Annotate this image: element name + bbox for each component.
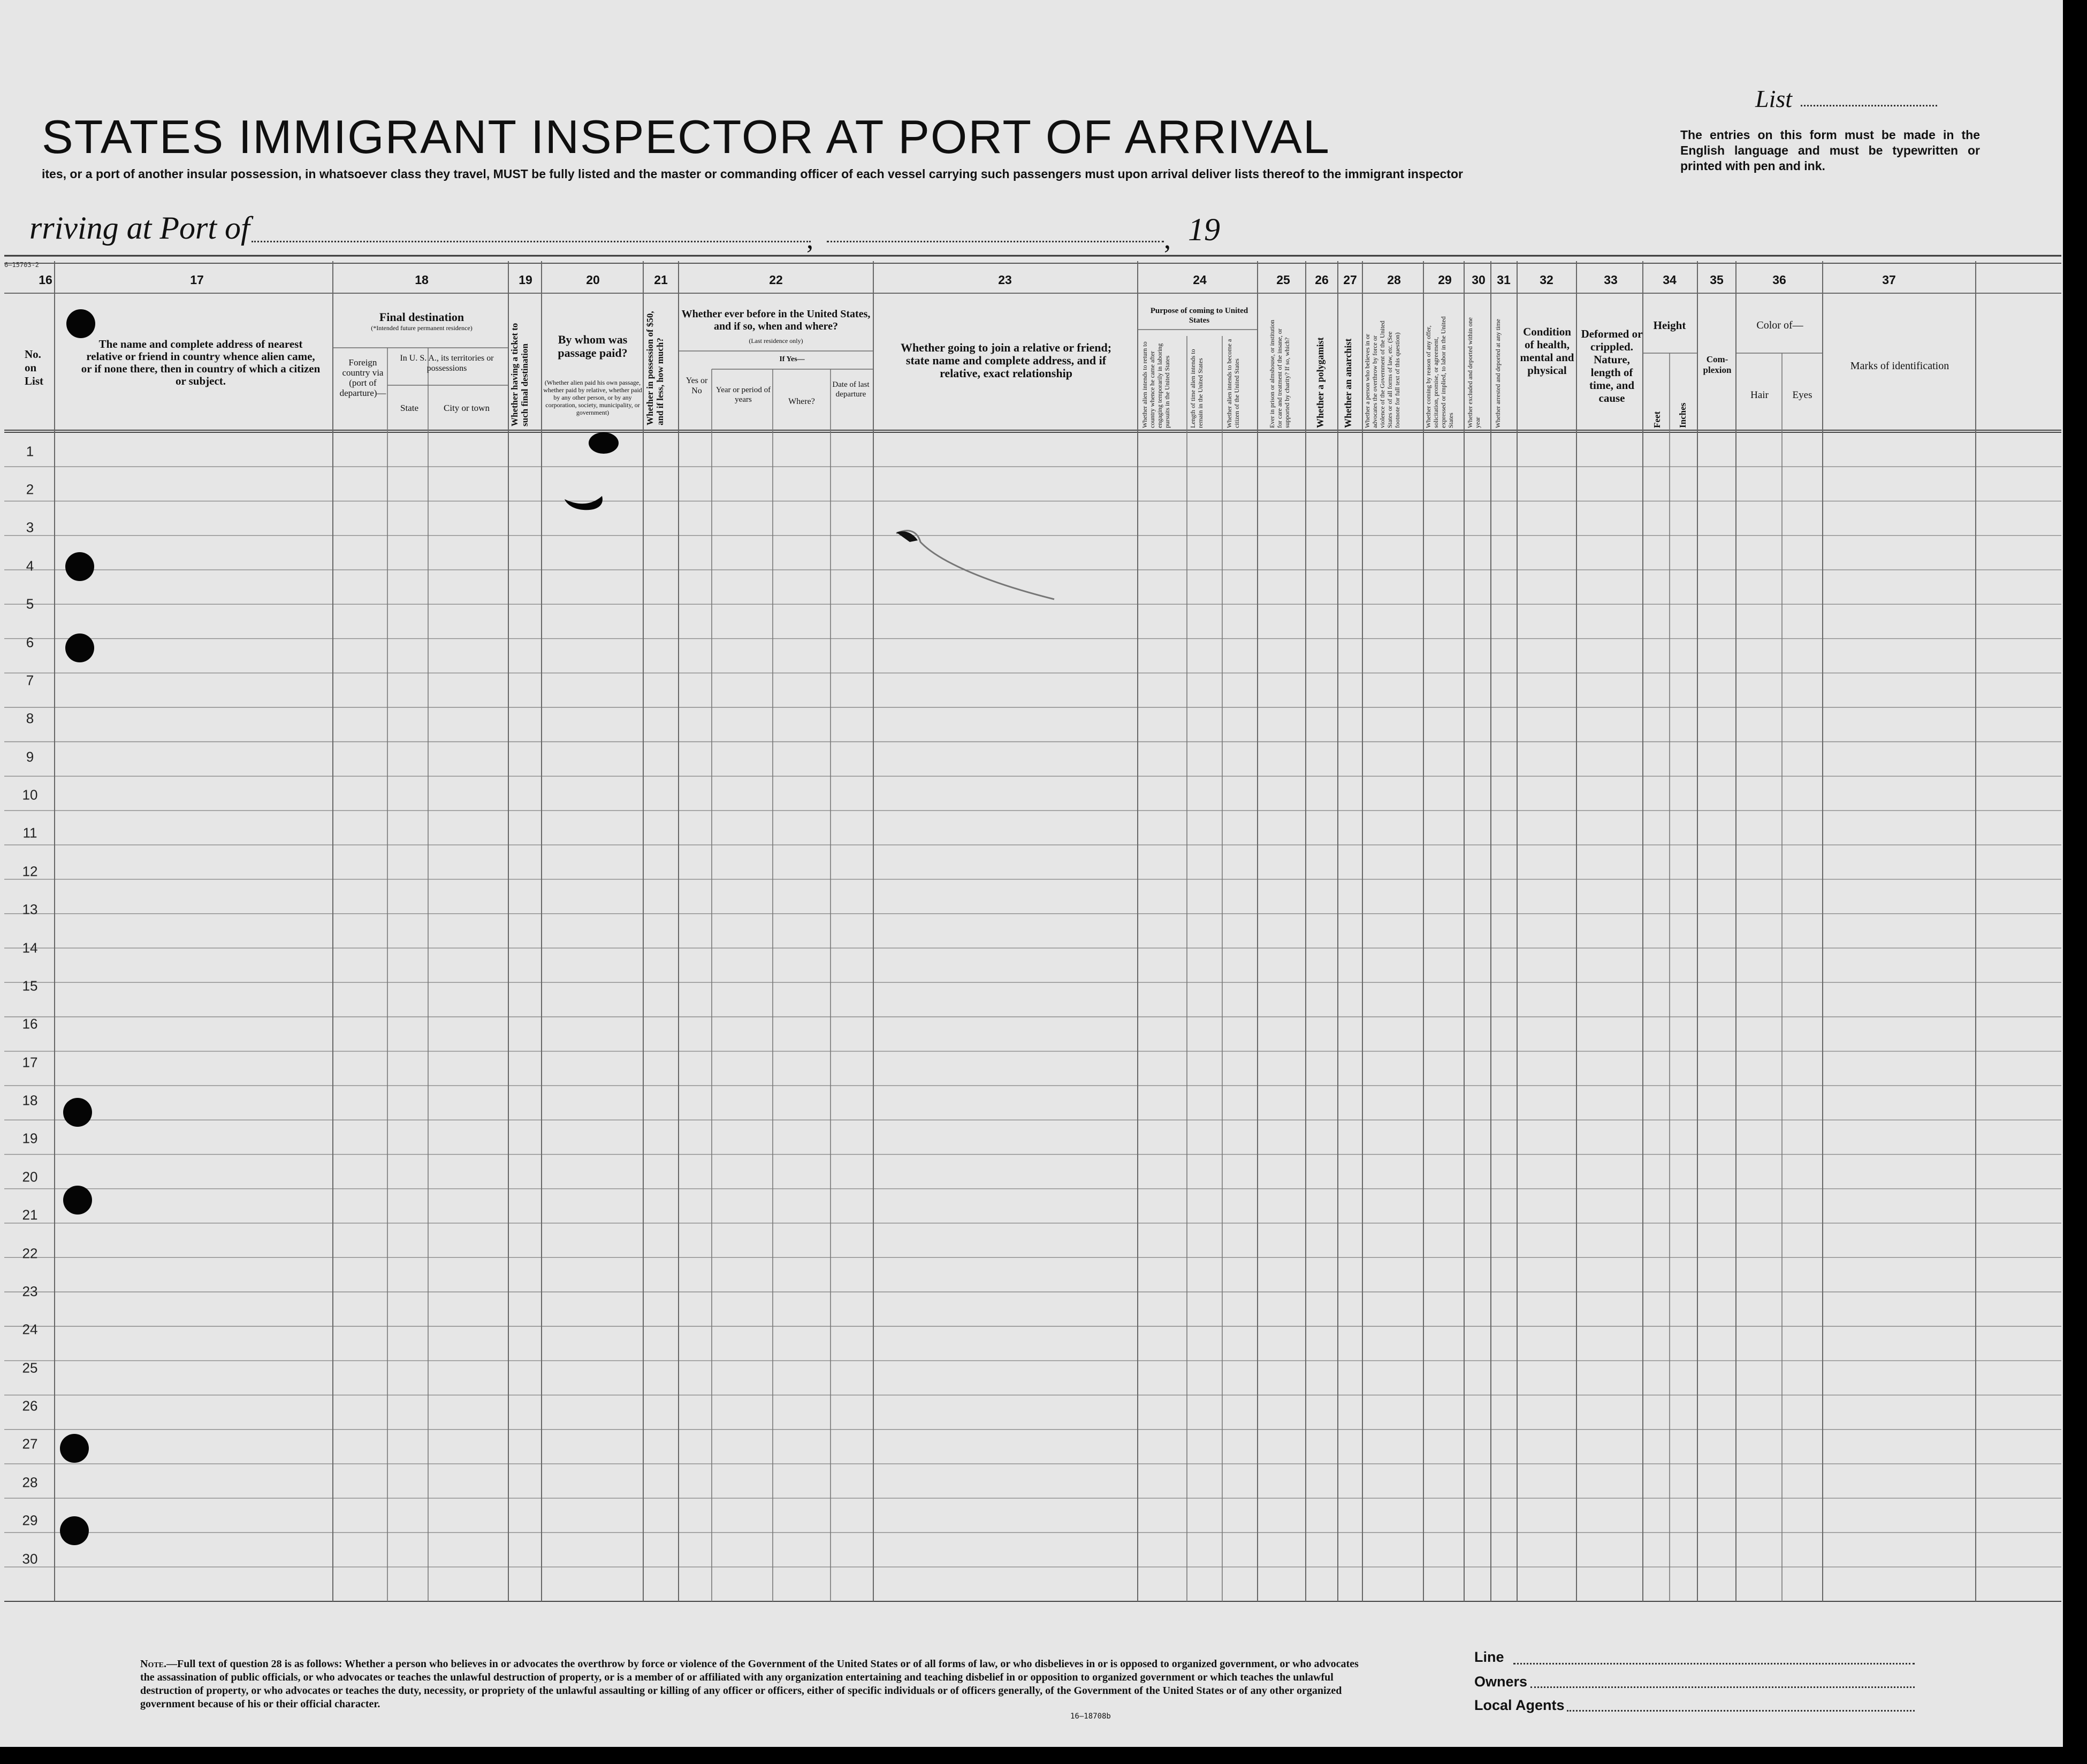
col-num-23: 23	[998, 273, 1012, 287]
col-num-24: 24	[1193, 273, 1207, 287]
col-21-header: Whether in possession of $50, and if less, how much?	[645, 311, 665, 425]
col-num-32: 32	[1540, 273, 1553, 287]
col-num-27: 27	[1343, 273, 1357, 287]
col-num-30: 30	[1472, 273, 1486, 287]
col-18-city: City or town	[444, 403, 490, 413]
row-number: 4	[26, 558, 34, 574]
punch-hole	[60, 1434, 89, 1463]
line-label: Line	[1474, 1649, 1504, 1665]
col-29-header: Whether coming by reason of any offer, solicitation, promise, or agreement, expressed or implied, to labor in the United States	[1425, 316, 1454, 428]
col-26-header: Whether a polygamist	[1315, 337, 1326, 428]
col-18-in-usa: In U. S. A., its territories or possessions	[400, 354, 494, 373]
row-number: 30	[22, 1551, 38, 1567]
row-number: 13	[22, 901, 38, 918]
col-num-17: 17	[190, 273, 204, 287]
col-num-21: 21	[654, 273, 668, 287]
form-instructions: The entries on this form must be made in the English language and must be typewritten or printed with pen and ink.	[1680, 128, 1980, 173]
col-23-header: Whether going to join a relative or friend; state name and complete address, and if relative, exact relationship	[900, 341, 1112, 380]
row-number: 9	[26, 749, 34, 765]
local-agents-field[interactable]	[1567, 1710, 1915, 1712]
row-number: 1	[26, 443, 34, 460]
comma-2: ,	[1164, 224, 1171, 255]
arriving-text: rriving at Port of	[29, 210, 250, 246]
row-number: 25	[22, 1360, 38, 1376]
col-num-36: 36	[1772, 273, 1786, 287]
col-34-inches: Inches	[1678, 402, 1688, 428]
col-24-return: Whether alien intends to return to country whence he came after engaging temporarily in laboring pursuits in the United States	[1141, 341, 1171, 428]
col-28-header: Whether a person who believes in or advocates the overthrow by force or violence of the Government of the United States or of all forms of law, etc. (See footnote for full text of this question)	[1364, 320, 1401, 428]
col-20-note: (Whether alien paid his own passage, whether paid by relative, whether paid by any other person, or by any corporation, society, municipality, or government)	[543, 379, 642, 416]
row-number: 23	[22, 1283, 38, 1300]
col-36-eyes: Eyes	[1792, 390, 1812, 401]
list-label: List	[1755, 85, 1793, 112]
form-subtitle: ites, or a port of another insular possession, in whatsoever class they travel, MUST be fully listed and the master or commanding officer of each vessel carrying such passengers must upon arrival deliver lists thereof to the immigrant inspector	[42, 167, 1463, 181]
row-number: 15	[22, 978, 38, 994]
col-num-18: 18	[415, 273, 429, 287]
footnote-text: —Full text of question 28 is as follows: Whether a person who believes in or advocates the overthrow by force or violence of the Government of the United States or of all forms of law, or who disbelieves in or is opposed to organized government, or who advocates the assassination of public officials, or who advocates or teaches the unlawful destruction of property, or is a member of or affiliated with any organization entertaining and teaching disbelief in or opposition to organized government or which teaches the unlawful destruction of property, or who advocates or teaches the duty, necessity, or propriety of the unlawful assaulting or killing of any officer or officers, either of specific individuals or of officers generally, of the Government of the United States or of any other organized government because of his or their official character.	[140, 1658, 1359, 1710]
col-31-header: Whether arrested and deported at any time	[1494, 319, 1502, 428]
col-num-35: 35	[1710, 273, 1724, 287]
col-24-citizen: Whether alien intends to become a citizen of the United States	[1225, 339, 1240, 428]
col-num-33: 33	[1604, 273, 1618, 287]
form-number: 6—15703-2	[4, 261, 40, 269]
row-number: 10	[22, 786, 38, 803]
col-24-title: Purpose of coming to United States	[1150, 307, 1248, 325]
col-35-header: Com-plexion	[1703, 354, 1732, 375]
footnote	[140, 1658, 1366, 1711]
punch-hole	[60, 1516, 89, 1545]
row-number: 12	[22, 863, 38, 880]
col-20-title: By whom was passage paid?	[558, 333, 628, 360]
col-17-header: The name and complete address of nearest relative or friend in country whence alien came, or if none there, then in country of which a citizen or subject.	[81, 338, 321, 387]
col-18-note: (*Intended future permanent residence)	[371, 324, 473, 332]
local-agents-label: Local Agents	[1474, 1697, 1565, 1713]
col-num-28: 28	[1387, 273, 1401, 287]
row-number: 19	[22, 1130, 38, 1147]
row-number: 16	[22, 1015, 38, 1032]
col-33-header: Deformed or crippled. Nature, length of time, and cause	[1581, 327, 1643, 404]
col-num-26: 26	[1315, 273, 1329, 287]
col-num-29: 29	[1438, 273, 1452, 287]
row-number: 6	[26, 634, 34, 651]
row-number: 21	[22, 1206, 38, 1223]
col-22-date-departure: Date of last departure	[832, 380, 870, 399]
form-code: 16—18708b	[1070, 1712, 1111, 1721]
punch-hole	[63, 1186, 92, 1215]
col-22-if-yes: If Yes—	[779, 355, 805, 363]
ink-blot	[562, 425, 626, 516]
row-number: 7	[26, 672, 34, 689]
row-number: 3	[26, 519, 34, 536]
col-num-25: 25	[1276, 273, 1290, 287]
col-18-state: State	[400, 403, 418, 413]
col-num-16: 16	[39, 273, 52, 287]
col-34-feet: Feet	[1652, 411, 1662, 428]
ink-smudge	[894, 527, 1065, 607]
form-title: STATES IMMIGRANT INSPECTOR AT PORT OF ARRIVAL	[42, 110, 1330, 163]
comma-1: ,	[806, 224, 813, 255]
owners-field[interactable]	[1530, 1686, 1915, 1688]
row-number: 5	[26, 595, 34, 612]
row-number: 17	[22, 1054, 38, 1071]
col-24-length: Length of time alien intends to remain in the United States	[1189, 349, 1204, 428]
row-number: 28	[22, 1474, 38, 1491]
col-16-header: No. on List	[25, 348, 44, 387]
year-prefix: 19	[1188, 212, 1220, 247]
punch-hole	[65, 633, 94, 662]
punch-hole	[63, 1098, 92, 1127]
col-num-34: 34	[1663, 273, 1677, 287]
col-num-19: 19	[519, 273, 532, 287]
punch-hole	[65, 552, 94, 581]
col-36-hair: Hair	[1750, 390, 1769, 401]
col-18-foreign: Foreign country via (port of departure)—	[339, 357, 386, 398]
col-32-header: Condition of health, mental and physical	[1520, 325, 1574, 377]
row-number: 8	[26, 710, 34, 727]
col-25-header: Ever in prison or almshouse, or institution for care and treatment of the insane, or supported by charity? If so, which?	[1268, 319, 1291, 428]
row-number: 2	[26, 481, 34, 498]
col-22-title: Whether ever before in the United States, and if so, when and where?	[681, 308, 871, 332]
col-22-where: Where?	[788, 397, 815, 406]
col-num-37: 37	[1882, 273, 1896, 287]
row-number: 24	[22, 1321, 38, 1338]
row-number: 29	[22, 1512, 38, 1529]
punch-hole	[66, 309, 95, 338]
col-22-note: (Last residence only)	[749, 337, 803, 345]
line-field[interactable]	[1513, 1663, 1915, 1664]
footnote-lead: Note.	[140, 1658, 167, 1670]
col-num-22: 22	[769, 273, 783, 287]
row-number: 14	[22, 940, 38, 956]
col-36-title: Color of—	[1756, 319, 1803, 331]
row-number: 26	[22, 1398, 38, 1414]
row-number: 11	[22, 824, 37, 841]
col-27-header: Whether an anarchist	[1343, 338, 1353, 428]
col-19-header: Whether having a ticket to such final destination	[509, 323, 530, 426]
col-num-20: 20	[586, 273, 600, 287]
row-number: 22	[22, 1245, 38, 1262]
col-22-yes-no: Yes or No	[685, 376, 708, 395]
row-number: 27	[22, 1435, 38, 1452]
col-22-year: Year or period of years	[715, 386, 771, 404]
owners-label: Owners	[1474, 1674, 1528, 1690]
col-34-title: Height	[1653, 319, 1686, 332]
col-30-header: Whether excluded and deported within one year	[1466, 317, 1481, 428]
col-37-header: Marks of identification	[1850, 360, 1949, 372]
row-number: 20	[22, 1169, 38, 1185]
col-18-title: Final destination	[379, 310, 464, 324]
col-num-31: 31	[1497, 273, 1511, 287]
row-number: 18	[22, 1092, 38, 1109]
